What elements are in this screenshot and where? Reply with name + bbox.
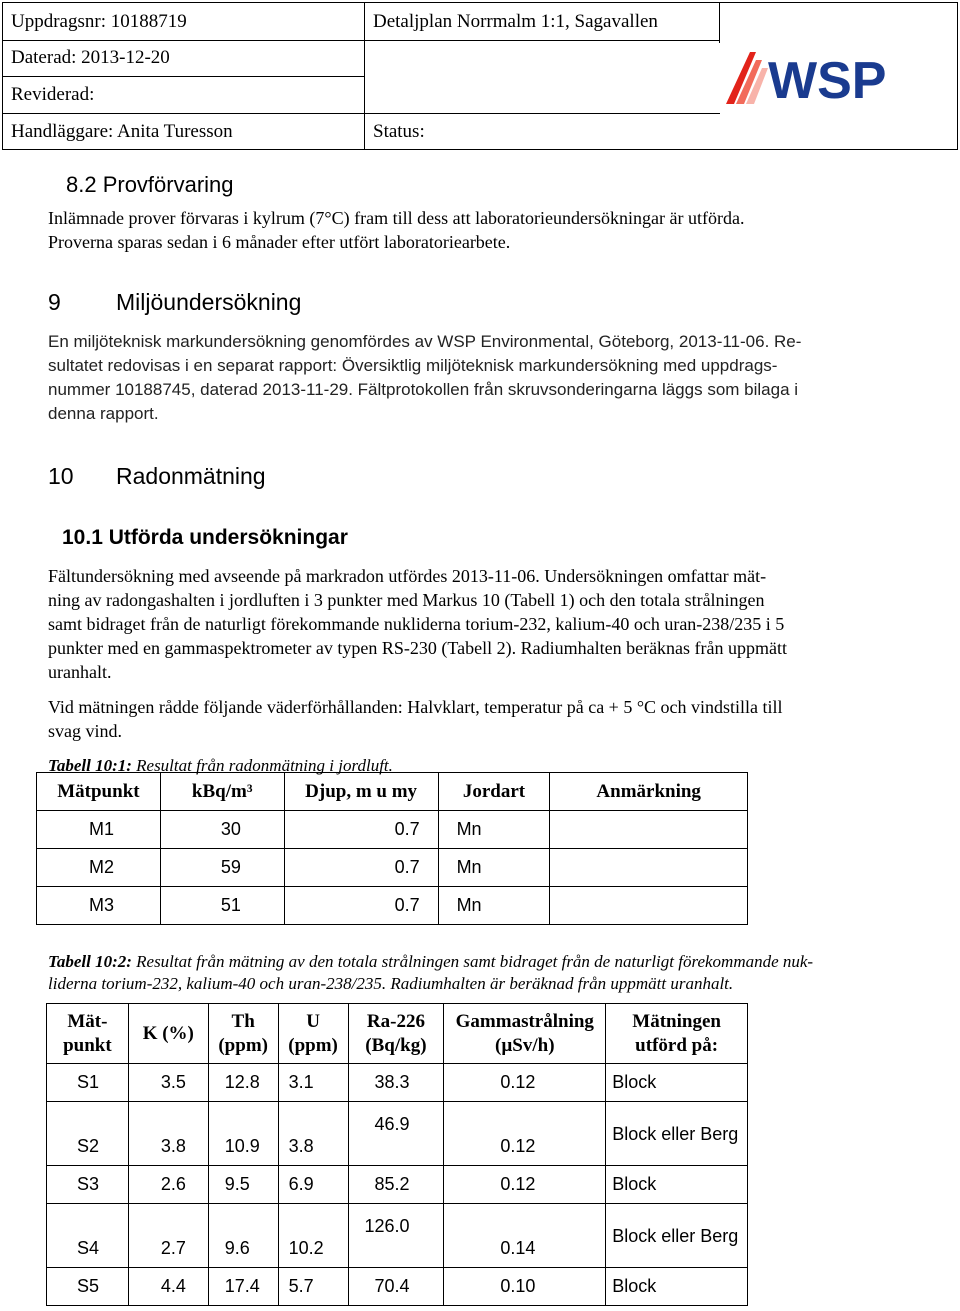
table-cell: 3.8 xyxy=(128,1102,208,1166)
paragraph-line: samt bidraget från de naturligt förekommande nukliderna torium-232, kalium-40 och uran-238/235 i 5 xyxy=(48,614,785,634)
table-row xyxy=(37,811,748,849)
paragraph-line: En miljöteknisk markundersökning genomfördes av WSP Environmental, Göteborg, 2013-11-06. Re- xyxy=(48,332,802,351)
table-cell: 85.2 xyxy=(348,1166,444,1204)
column-header xyxy=(47,1004,129,1064)
table-cell: S1 xyxy=(47,1064,129,1102)
column-header xyxy=(208,1004,278,1064)
table-2-caption-text: Resultat från mätning av den totala strålningen samt bidraget från de naturligt förekommande nuk- xyxy=(131,952,814,971)
column-header: Anmärkning xyxy=(550,773,748,811)
table-cell: Block xyxy=(606,1064,748,1102)
table-cell: S3 xyxy=(47,1166,129,1204)
table-cell: 6.9 xyxy=(278,1166,348,1204)
header-line: utförd på: xyxy=(635,1034,719,1056)
table-cell: 3.5 xyxy=(128,1064,208,1102)
header-divider xyxy=(719,3,720,43)
header-line: Mätningen xyxy=(632,1010,721,1032)
project-title: Detaljplan Norrmalm 1:1, Sagavallen xyxy=(373,11,658,32)
table-cell: 9.5 xyxy=(208,1166,278,1204)
column-header xyxy=(348,1004,444,1064)
paragraph-line: punkter med en gammaspektrometer av typen RS-230 (Tabell 2). Radiumhalten beräknas från uppmätt xyxy=(48,638,788,658)
table-cell: 0.7 xyxy=(284,887,438,925)
table-cell: 70.4 xyxy=(348,1268,444,1306)
header-divider xyxy=(364,3,365,149)
paragraph-line: uranhalt. xyxy=(48,662,112,682)
table-cell: M2 xyxy=(37,849,161,887)
column-header xyxy=(444,1004,606,1064)
column-header: Mätpunkt xyxy=(37,773,161,811)
table-row xyxy=(37,887,748,925)
wsp-logo xyxy=(722,44,922,110)
table-cell: 2.6 xyxy=(128,1166,208,1204)
table-cell: 0.7 xyxy=(284,811,438,849)
table-1-caption-label: Tabell 10:1: xyxy=(48,756,132,775)
table-cell: M1 xyxy=(37,811,161,849)
paragraph-line: Inlämnade prover förvaras i kylrum (7°C) fram till dess att laboratorieundersökningar är utförda. xyxy=(48,208,745,228)
revised: Reviderad: xyxy=(11,84,95,105)
table-1-caption-text: Resultat från radonmätning i jordluft. xyxy=(131,756,393,775)
table-cell: 38.3 xyxy=(348,1064,444,1102)
paragraph-line: Proverna sparas sedan i 6 månader efter utfört laboratoriearbete. xyxy=(48,232,511,252)
header-divider xyxy=(3,76,364,77)
paragraph-line: svag vind. xyxy=(48,721,122,741)
logo-text: WSP xyxy=(768,52,887,110)
table-row xyxy=(37,849,748,887)
table-cell: Block xyxy=(606,1268,748,1306)
table-row xyxy=(47,1064,748,1102)
header-line: (Bq/kg) xyxy=(365,1034,427,1056)
column-header: kBq/m³ xyxy=(160,773,284,811)
header-divider xyxy=(3,40,364,41)
table-header-row xyxy=(37,773,748,811)
paragraph-line: Vid mätningen rådde följande väderförhållanden: Halvklart, temperatur på ca + 5 °C och vindstilla till xyxy=(48,697,783,717)
table-cell: 0.12 xyxy=(444,1064,606,1102)
table-cell: S5 xyxy=(47,1268,129,1306)
paragraph-line: Fältundersökning med avseende på markradon utfördes 2013-11-06. Undersökningen omfattar mät- xyxy=(48,566,767,586)
paragraph-line: sultatet redovisas i en separat rapport: Översiktlig miljöteknisk markundersökning med uppdrags- xyxy=(48,356,778,375)
table-2-caption xyxy=(48,951,813,973)
paragraph-line: denna rapport. xyxy=(48,404,159,423)
table-cell: 3.1 xyxy=(278,1064,348,1102)
table-cell: 12.8 xyxy=(208,1064,278,1102)
table-cell: 0.14 xyxy=(444,1204,606,1268)
table-cell: 3.8 xyxy=(278,1102,348,1166)
table-cell: Block eller Berg xyxy=(606,1102,748,1166)
table-cell: Block eller Berg xyxy=(606,1204,748,1268)
header-divider xyxy=(3,113,364,114)
table-cell xyxy=(550,887,748,925)
table-cell: 59 xyxy=(160,849,284,887)
status: Status: xyxy=(373,121,425,142)
paragraph-line: ning av radongashalten i jordluften i 3 punkter med Markus 10 (Tabell 1) och den totala strålningen xyxy=(48,590,765,610)
header-line: punkt xyxy=(63,1034,112,1056)
table-cell: 46.9 xyxy=(348,1102,444,1166)
header-line: (ppm) xyxy=(218,1034,268,1056)
table-cell: 51 xyxy=(160,887,284,925)
header-line: Th xyxy=(231,1010,255,1032)
header-line: Mät- xyxy=(67,1010,108,1032)
table-cell: Mn xyxy=(438,887,550,925)
table-cell: 0.10 xyxy=(444,1268,606,1306)
radon-table xyxy=(36,772,748,925)
column-header: Jordart xyxy=(438,773,550,811)
radiation-table xyxy=(46,1003,748,1306)
table-cell: M3 xyxy=(37,887,161,925)
table-cell: 10.2 xyxy=(278,1204,348,1268)
column-header xyxy=(128,1004,208,1064)
table-cell: 5.7 xyxy=(278,1268,348,1306)
table-cell xyxy=(550,849,748,887)
table-cell: 2.7 xyxy=(128,1204,208,1268)
table-cell: 0.12 xyxy=(444,1102,606,1166)
table-cell xyxy=(550,811,748,849)
table-cell: S4 xyxy=(47,1204,129,1268)
table-cell: 0.12 xyxy=(444,1166,606,1204)
table-cell: 17.4 xyxy=(208,1268,278,1306)
section-10-1-title: 10.1 Utförda undersökningar xyxy=(62,526,348,549)
table-row xyxy=(47,1166,748,1204)
section-8-2-title: 8.2 Provförvaring xyxy=(66,172,234,197)
table-2-caption-label: Tabell 10:2: xyxy=(48,952,132,971)
handler: Handläggare: Anita Turesson xyxy=(11,121,233,142)
paragraph-line: nummer 10188745, daterad 2013-11-29. Fältprotokollen från skruvsonderingarna läggs som bilaga i xyxy=(48,380,799,399)
table-2-caption-line-2: liderna torium-232, kalium-40 och uran-238/235. Radiumhalten är beräknad från uppmätt uranhalt. xyxy=(48,974,734,993)
table-cell: Mn xyxy=(438,811,550,849)
header-line: (ppm) xyxy=(288,1034,338,1056)
assignment-number: Uppdragsnr: 10188719 xyxy=(11,11,187,32)
table-row xyxy=(47,1102,748,1166)
section-9-title: Miljöundersökning xyxy=(116,289,302,315)
table-cell: 0.7 xyxy=(284,849,438,887)
table-cell: 4.4 xyxy=(128,1268,208,1306)
table-cell: 30 xyxy=(160,811,284,849)
table-cell: Mn xyxy=(438,849,550,887)
header-line: Gammastrålning xyxy=(455,1010,594,1032)
header-divider xyxy=(364,113,720,114)
column-header xyxy=(606,1004,748,1064)
header-line: Ra-226 xyxy=(366,1010,425,1032)
table-header-row xyxy=(47,1004,748,1064)
table-cell: 126.0 xyxy=(348,1204,444,1268)
dated: Daterad: 2013-12-20 xyxy=(11,47,170,68)
header-line: (µSv/h) xyxy=(495,1034,555,1056)
column-header: Djup, m u my xyxy=(284,773,438,811)
table-cell: 9.6 xyxy=(208,1204,278,1268)
section-10-title: Radonmätning xyxy=(116,463,266,489)
table-row xyxy=(47,1204,748,1268)
table-cell: Block xyxy=(606,1166,748,1204)
header-line: U xyxy=(306,1010,320,1032)
header-line: K (%) xyxy=(142,1022,194,1044)
section-10-number: 10 xyxy=(48,463,74,489)
section-9-number: 9 xyxy=(48,289,61,315)
table-cell: 10.9 xyxy=(208,1102,278,1166)
header-divider xyxy=(364,40,720,41)
table-cell: S2 xyxy=(47,1102,129,1166)
column-header xyxy=(278,1004,348,1064)
table-row xyxy=(47,1268,748,1306)
